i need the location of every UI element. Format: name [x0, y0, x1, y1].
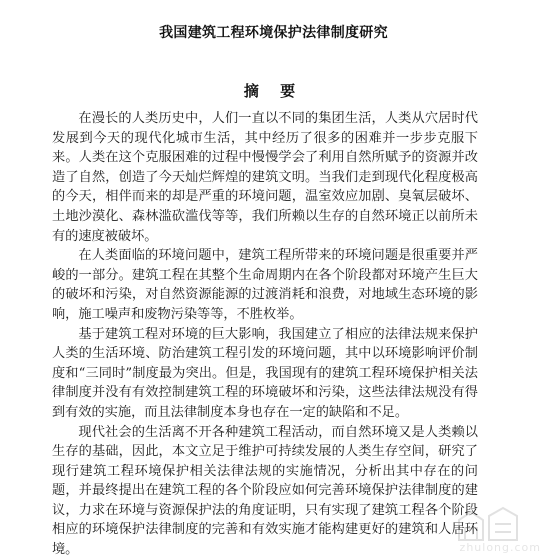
- abstract-paragraph: 在漫长的人类历史中，人们一直以不同的集团生活，人类从穴居时代发展到今天的现代化城市生活，其中经历了很多的困难并一步步克服下来。人类在这个克服困难的过程中慢慢学会了利用自然所赋予的资源并改造了自然，创造了今天灿烂辉煌的建筑文明。当我们走到现代化程度极高的今天，相伴而来的却是严重的环境问题，温室效应加剧、臭氧层破坏、土地沙漠化、森林滥砍滥伐等等，我们所赖以生存的自然环境正以前所未有的速度被破坏。: [52, 111, 478, 244]
- abstract-body: [52, 109, 478, 560]
- watermark-text: zhulong.com: [459, 541, 541, 554]
- abstract-paragraph: 在人类面临的环境问题中，建筑工程所带来的环境问题是很重要并严峻的一部分。建筑工程在其整个生命周期内在各个阶段都对环境产生巨大的破坏和污染，对自然资源能源的过渡消耗和浪费，对地域生态环境的影响，施工噪声和废物污染等等，不胜枚举。: [52, 248, 478, 322]
- watermark: [445, 500, 541, 556]
- abstract-heading: 摘 要: [243, 82, 304, 100]
- abstract-paragraph: 基于建筑工程对环境的巨大影响，我国建立了相应的法律法规来保护人类的生活环境、防治建筑工程引发的环境问题，其中以环境影响评价制度和“三同时”制度最为突出。但是，我国现有的建筑工程环境保护相关法律制度并没有有效控制建筑工程的环境破坏和污染，这些法律法规没有得到有效的实施，而且法律制度本身也存在一定的缺陷和不足。: [52, 326, 478, 420]
- abstract-paragraph: 现代社会的生活离不开各种建筑工程活动，而自然环境又是人类赖以生存的基础，因此，本文立足于维护可持续发展的人类生存空间，研究了现行建筑工程环境保护相关法律法规的实施情况，分析出其中存在的问题，并最终提出在建筑工程的各个阶段应如何完善环境保护法律制度的建议，力求在环境与资源保护法的角度证明，只有实现了建筑工程各个阶段相应的环境保护法律制度的完善和有效实施才能构建更好的建筑和人居环境。: [52, 424, 478, 558]
- document-title: 我国建筑工程环境保护法律制度研究: [159, 25, 388, 41]
